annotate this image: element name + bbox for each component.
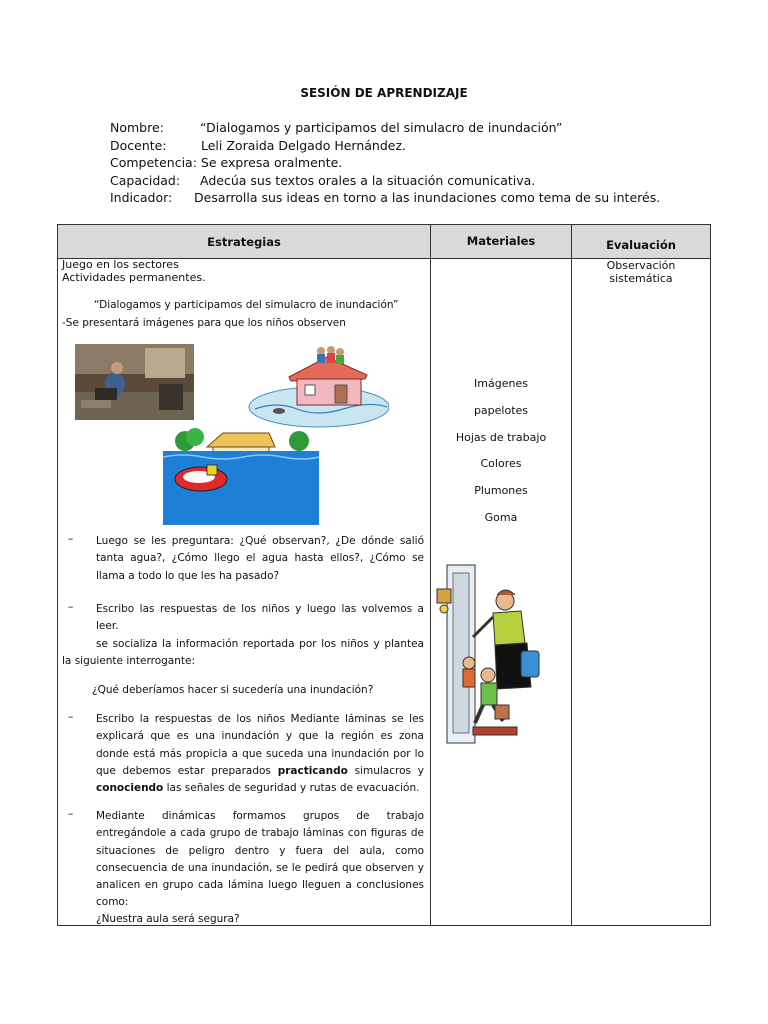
- step-preguntas: Luego se les preguntara: ¿Qué observan?, ¿De dónde salió tanta agua?, ¿Cómo llego el agua hasta ellos?, ¿Cómo se llama a todo lo que les ha pasado?: [96, 535, 424, 582]
- nombre-value: “Dialogamos y participamos del simulacro de inundación”: [200, 120, 563, 135]
- header-nombre: [110, 119, 660, 137]
- bullet-dash: –: [68, 808, 74, 820]
- flood-photo-image: [75, 344, 194, 420]
- column-divider: [430, 225, 431, 925]
- materiales-list: [431, 377, 571, 538]
- nombre-label: Nombre:: [110, 120, 164, 135]
- images-intro: -Se presentará imágenes para que los niños observen: [62, 317, 346, 329]
- header-materiales: Materiales: [466, 234, 536, 248]
- step-laminas-text: Escribo la respuestas de los niños Mediante láminas se les explicará que es una inundación y que la región es zona donde está más propicia a que suceda una inundación por lo que debemos estar preparados: [96, 713, 424, 777]
- capacidad-value: Adecúa sus textos orales a la situación comunicativa.: [200, 172, 536, 188]
- session-table: [57, 224, 711, 926]
- bold-practicando: practicando: [277, 764, 348, 777]
- material-item: Hojas de trabajo: [455, 430, 547, 444]
- material-item: Plumones: [474, 484, 528, 498]
- bullet-dash: –: [68, 533, 74, 545]
- session-quote: “Dialogamos y participamos del simulacro de inundación”: [94, 299, 399, 311]
- column-divider: [571, 225, 572, 925]
- header-competencia: [110, 154, 660, 172]
- table-header-row: [58, 225, 710, 259]
- bullet-dash: –: [68, 601, 74, 613]
- evaluacion-line: Observación: [606, 259, 676, 272]
- competencia-label: Competencia:: [110, 155, 197, 171]
- estrategias-line: Actividades permanentes.: [62, 270, 206, 284]
- step-laminas-end: las señales de seguridad y rutas de evacuación.: [166, 782, 420, 795]
- material-item: Goma: [484, 510, 518, 524]
- question-inundacion: ¿Qué deberíamos hacer si sucedería una inundación?: [92, 684, 374, 696]
- step-laminas-mid: simulacros y: [354, 764, 424, 777]
- material-item: Imágenes: [474, 377, 528, 390]
- flooded-house-image: [247, 339, 389, 429]
- header-indicador: [110, 189, 660, 207]
- header-capacidad: [110, 172, 660, 190]
- estrategias-intro: [62, 259, 206, 284]
- bullet-dash: –: [68, 711, 74, 723]
- header-estrategias: Estrategias: [207, 234, 281, 249]
- capacidad-label: Capacidad:: [110, 172, 181, 188]
- step-respuestas: Escribo las respuestas de los niños y luego las volvemos a leer.: [96, 603, 424, 633]
- indicador-label: Indicador:: [110, 190, 173, 206]
- step-socializa: se socializa la información reportada por los niños y plantea la siguiente interrogante:: [62, 638, 424, 668]
- docente-value: Leli Zoraida Delgado Hernández.: [201, 137, 407, 153]
- flood-boat-image: [163, 427, 319, 525]
- header-evaluacion: Evaluación: [606, 238, 676, 252]
- step-dinamicas: Mediante dinámicas formamos grupos de trabajo entregándole a cada grupo de trabajo láminas con figuras de situaciones de peligro dentro y fuera del aula, como consecuencia de una inundación, se le pedirá que observen y analicen en grupo cada lámina luego lleguen a conclusiones como:: [96, 810, 424, 909]
- evaluacion-line: sistemática: [609, 271, 673, 285]
- bold-conociendo: conociendo: [96, 782, 164, 795]
- header-docente: [110, 137, 660, 155]
- estrategias-line: Juego en los sectores: [62, 258, 179, 271]
- step-laminas: [62, 711, 424, 797]
- indicador-value: Desarrolla sus ideas en torno a las inundaciones como tema de su interés.: [194, 190, 661, 206]
- material-item: Colores: [480, 457, 522, 471]
- docente-label: Docente:: [110, 137, 167, 153]
- evacuation-illustration: [433, 559, 545, 749]
- evaluacion-text: [572, 260, 710, 285]
- material-item: papelotes: [473, 403, 529, 417]
- page-title: SESIÓN DE APRENDIZAJE: [300, 86, 468, 100]
- question-aula: ¿Nuestra aula será segura?: [96, 913, 240, 925]
- competencia-value: Se expresa oralmente.: [200, 155, 343, 171]
- session-header: [110, 119, 660, 207]
